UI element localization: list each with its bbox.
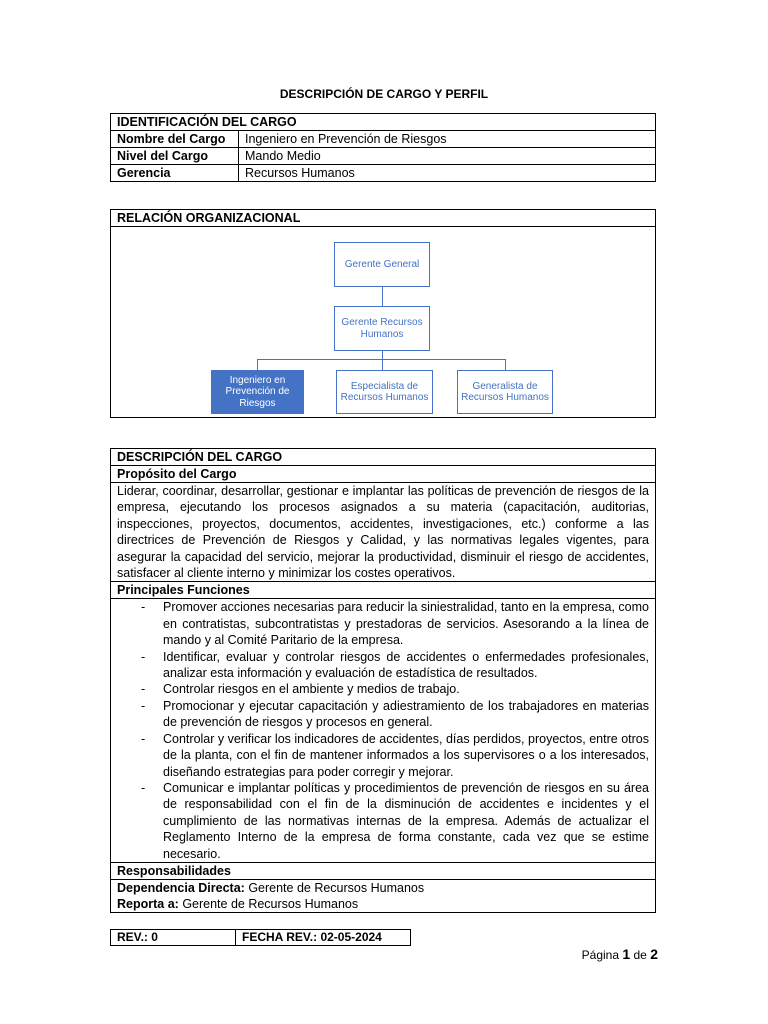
reporta-value: Gerente de Recursos Humanos (182, 896, 359, 911)
list-item: - Comunicar e implantar políticas y procedimientos de prevención de riesgos en su área de responsabilidad con el fin de la disminución de accidentes e incidentes y el cumplimiento de las normativas internas de la empresa. Además de actualizar el Reglamento Interno de la empresa de forma constante, cada vez que se estime necesario. (163, 780, 649, 862)
org-node-gerente-rrhh: Gerente Recursos Humanos (334, 306, 430, 351)
responsabilidades-label: Responsabilidades (117, 863, 231, 878)
pagina-word: Página (581, 948, 620, 962)
de-word: de (633, 948, 647, 962)
table-row (111, 147, 655, 164)
dependencia-value: Gerente de Recursos Humanos (248, 880, 425, 895)
list-item: - Promover acciones necesarias para reducir la siniestralidad, tanto en la empresa, como en contratistas, subcontratistas y prestadoras de servicios. Asesorando a la línea de mando y al Comité Paritario de la empresa. (163, 599, 649, 648)
descripcion-table (110, 448, 656, 913)
funciones-label: Principales Funciones (117, 583, 250, 598)
list-item: - Identificar, evaluar y controlar riesgos de accidentes o enfermedades profesionales, analizar esta información y evaluación de estadística de resultados. (163, 649, 649, 682)
proposito-label: Propósito del Cargo (117, 467, 237, 481)
org-node-especialista: Especialista de Recursos Humanos (336, 370, 433, 414)
dependencia-label: Dependencia Directa: (117, 880, 245, 895)
org-connector (382, 359, 383, 370)
org-node-ingeniero: Ingeniero en Prevención de Riesgos (211, 370, 304, 414)
list-item: - Controlar riesgos en el ambiente y medios de trabajo. (163, 681, 649, 697)
nivel-cargo-value: Mando Medio (245, 149, 321, 163)
table-row (111, 164, 655, 181)
descripcion-header: DESCRIPCIÓN DEL CARGO (117, 450, 283, 464)
org-node-gerente-general: Gerente General (334, 242, 430, 287)
org-connector (505, 359, 506, 370)
reporta-label: Reporta a: (117, 896, 179, 911)
gerencia-value: Recursos Humanos (245, 166, 355, 180)
page-title: DESCRIPCIÓN DE CARGO Y PERFIL (279, 87, 489, 101)
pagina-total: 2 (650, 946, 658, 962)
relacion-table (110, 209, 656, 418)
org-chart (111, 227, 655, 417)
list-item: - Controlar y verificar los indicadores de accidentes, días perdidos, proyectos, entre otros de la planta, con el fin de mantener informados a los supervisores o a los interesados, diseñando estrategias para poder corregir y mejorar. (163, 731, 649, 780)
nombre-cargo-value: Ingeniero en Prevención de Riesgos (245, 132, 447, 146)
org-connector (382, 287, 383, 306)
org-connector (257, 359, 258, 370)
nombre-cargo-label: Nombre del Cargo (111, 131, 239, 147)
relacion-header: RELACIÓN ORGANIZACIONAL (117, 211, 301, 225)
identificacion-table (110, 113, 656, 182)
pagina-current: 1 (622, 946, 631, 962)
page-number (582, 946, 658, 962)
revision-box (110, 929, 411, 946)
rev-number: REV.: 0 (111, 930, 236, 945)
proposito-text: Liderar, coordinar, desarrollar, gestionar e implantar las políticas de prevención de riesgos de la empresa, ejecutando los procesos asignados a su materia (capacitación, auditorias, inspecciones, proyectos, documentos, accidentes, investigaciones, etc.) conforme a las directrices de Prevención de Riesgos y Calidad, y las normativas legales vigentes, para asegurar la capacidad del servicio, mejorar la productividad, disminuir el riesgo de accidentes, satisfacer al cliente interno y minimizar los costes operativos. (117, 484, 649, 581)
funciones-list (111, 599, 655, 862)
org-node-generalista: Generalista de Recursos Humanos (457, 370, 553, 414)
rev-date: FECHA REV.: 02-05-2024 (242, 930, 382, 944)
list-item: - Promocionar y ejecutar capacitación y adiestramiento de los trabajadores en materias de prevención de riesgos y procesos en general. (163, 698, 649, 731)
identificacion-header: IDENTIFICACIÓN DEL CARGO (117, 115, 297, 129)
gerencia-label: Gerencia (111, 165, 239, 181)
table-row (111, 130, 655, 147)
nivel-cargo-label: Nivel del Cargo (111, 148, 239, 164)
